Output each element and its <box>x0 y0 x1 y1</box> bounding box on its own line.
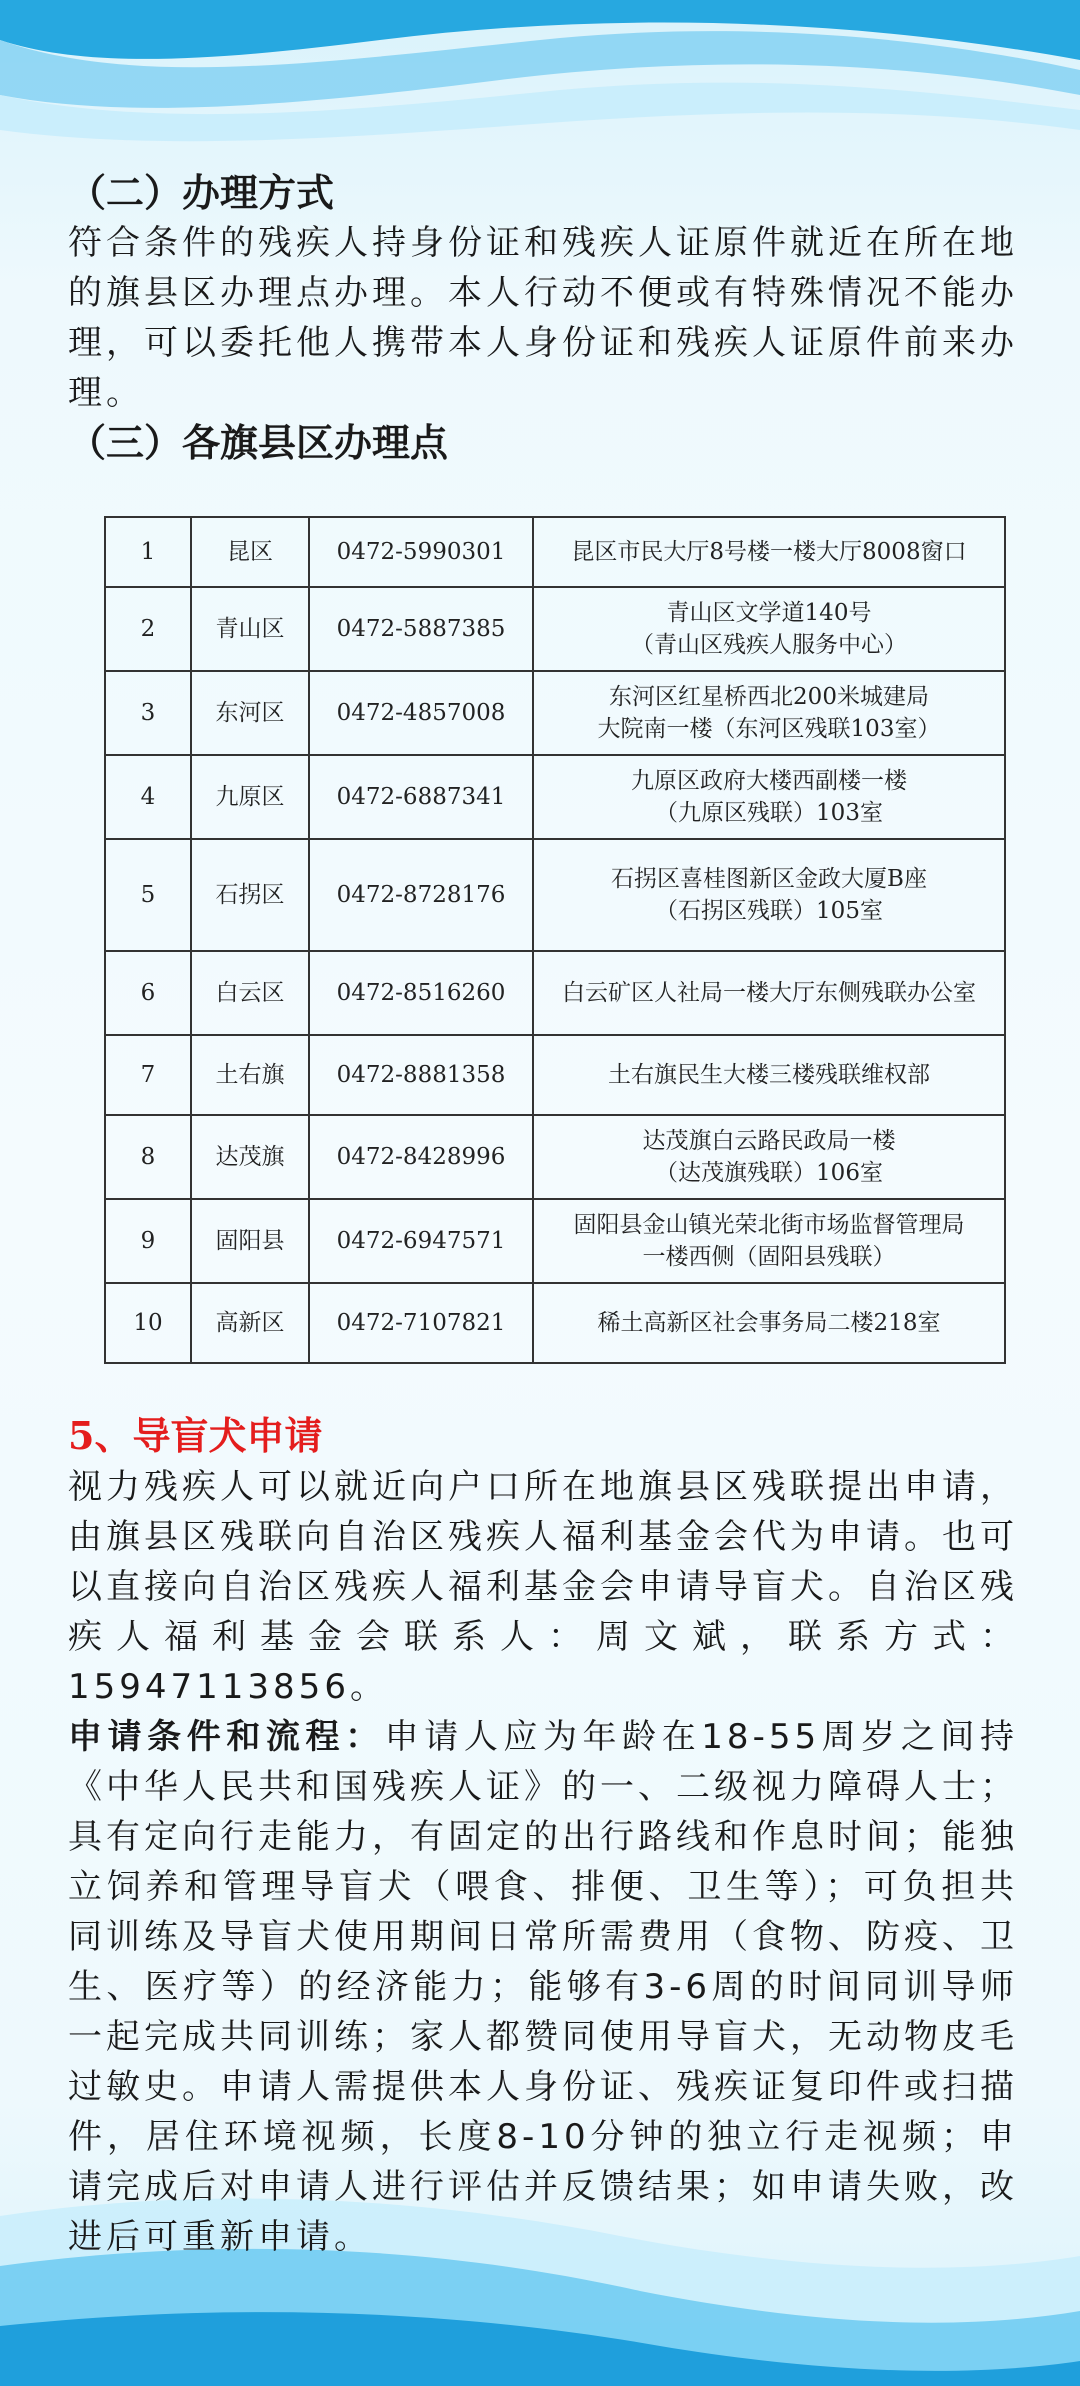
row-district: 固阳县 <box>191 1199 309 1283</box>
row-address <box>533 587 1005 671</box>
row-number: 7 <box>105 1035 191 1115</box>
row-district: 昆区 <box>191 517 309 587</box>
row-address <box>533 1115 1005 1199</box>
row-district: 达茂旗 <box>191 1115 309 1199</box>
table-row <box>105 839 1005 951</box>
row-district: 石拐区 <box>191 839 309 951</box>
row-phone: 0472-7107821 <box>309 1283 533 1363</box>
table-row <box>105 1115 1005 1199</box>
row-phone: 0472-4857008 <box>309 671 533 755</box>
address-line-1: 固阳县金山镇光荣北街市场监督管理局 <box>573 1212 965 1238</box>
row-number: 4 <box>105 755 191 839</box>
row-number: 2 <box>105 587 191 671</box>
table-row <box>105 1283 1005 1363</box>
row-phone: 0472-5990301 <box>309 517 533 587</box>
row-address <box>533 1283 1005 1363</box>
row-number: 9 <box>105 1199 191 1283</box>
table-row <box>105 671 1005 755</box>
row-number: 8 <box>105 1115 191 1199</box>
service-points-table <box>104 516 1006 1364</box>
row-address <box>533 1035 1005 1115</box>
row-phone: 0472-8516260 <box>309 951 533 1035</box>
section-5-heading: 5、导盲犬申请 <box>68 1413 323 1458</box>
address-line-2: （青山区残疾人服务中心） <box>631 632 907 658</box>
conditions-body: 申请人应为年龄在18-55周岁之间持《中华人民共和国残疾人证》的一、二级视力障碍人士；具有定向行走能力，有固定的出行路线和作息时间；能独立饲养和管理导盲犬（喂食、排便、卫生等）；可负担共同训练及导盲犬使用期间日常所需费用（食物、防疫、卫生、医疗等）的经济能力；能够有3-6周的时间同训导师一起完成共同训练；家人都赞同使用导盲犬，无动物皮毛过敏史。申请人需提供本人身份证、残疾证复印件或扫描件，居住环境视频，长度8-10分钟的独立行走视频；申请完成后对申请人进行评估并反馈结果；如申请失败，改进后可重新申请。 <box>68 1717 1019 2257</box>
address-line-1: 达茂旗白云路民政局一楼 <box>642 1128 896 1154</box>
address-line-1: 东河区红星桥西北200米城建局 <box>609 684 929 710</box>
row-number: 5 <box>105 839 191 951</box>
row-number: 6 <box>105 951 191 1035</box>
row-address <box>533 839 1005 951</box>
row-phone: 0472-5887385 <box>309 587 533 671</box>
address-line-1: 青山区文学道140号 <box>666 600 872 626</box>
row-phone: 0472-6887341 <box>309 755 533 839</box>
row-number: 10 <box>105 1283 191 1363</box>
table-row <box>105 587 1005 671</box>
row-phone: 0472-6947571 <box>309 1199 533 1283</box>
address-line-1: 白云矿区人社局一楼大厅东侧残联办公室 <box>562 980 976 1006</box>
address-line-1: 昆区市民大厅8号楼一楼大厅8008窗口 <box>571 539 967 565</box>
address-line-2: （达茂旗残联）106室 <box>655 1160 883 1186</box>
section-5-conditions <box>68 1712 1018 2262</box>
section-2-heading: （二）办理方式 <box>68 171 335 215</box>
table-row <box>105 1199 1005 1283</box>
row-district: 九原区 <box>191 755 309 839</box>
row-address <box>533 755 1005 839</box>
row-phone: 0472-8881358 <box>309 1035 533 1115</box>
table-row <box>105 951 1005 1035</box>
address-line-1: 稀土高新区社会事务局二楼218室 <box>597 1310 941 1336</box>
address-line-2: 一楼西侧（固阳县残联） <box>642 1244 896 1270</box>
table-row <box>105 1035 1005 1115</box>
row-number: 1 <box>105 517 191 587</box>
address-line-2: （九原区残联）103室 <box>655 800 883 826</box>
row-district: 高新区 <box>191 1283 309 1363</box>
address-line-2: （石拐区残联）105室 <box>655 898 883 924</box>
table-row <box>105 755 1005 839</box>
row-address <box>533 1199 1005 1283</box>
section-5-body: 视力残疾人可以就近向户口所在地旗县区残联提出申请，由旗县区残联向自治区残疾人福利基金会代为申请。也可以直接向自治区残疾人福利基金会申请导盲犬。自治区残疾人福利基金会联系人：周文斌，联系方式：15947113856。 <box>68 1467 1018 1707</box>
section-2-body: 符合条件的残疾人持身份证和残疾人证原件就近在所在地的旗县区办理点办理。本人行动不便或有特殊情况不能办理，可以委托他人携带本人身份证和残疾人证原件前来办理。 <box>68 223 1018 413</box>
address-line-1: 土右旗民生大楼三楼残联维权部 <box>608 1062 930 1088</box>
row-address <box>533 671 1005 755</box>
row-district: 土右旗 <box>191 1035 309 1115</box>
section-3-heading: （三）各旗县区办理点 <box>68 421 449 465</box>
row-phone: 0472-8428996 <box>309 1115 533 1199</box>
conditions-label: 申请条件和流程： <box>68 1717 385 1757</box>
row-district: 白云区 <box>191 951 309 1035</box>
address-line-1: 石拐区喜桂图新区金政大厦B座 <box>611 866 927 892</box>
address-line-2: 大院南一楼（东河区残联103室） <box>597 716 941 742</box>
main-content <box>68 168 1018 2262</box>
table-row <box>105 517 1005 587</box>
row-address <box>533 517 1005 587</box>
row-phone: 0472-8728176 <box>309 839 533 951</box>
address-line-1: 九原区政府大楼西副楼一楼 <box>631 768 907 794</box>
row-number: 3 <box>105 671 191 755</box>
row-district: 青山区 <box>191 587 309 671</box>
row-district: 东河区 <box>191 671 309 755</box>
row-address <box>533 951 1005 1035</box>
